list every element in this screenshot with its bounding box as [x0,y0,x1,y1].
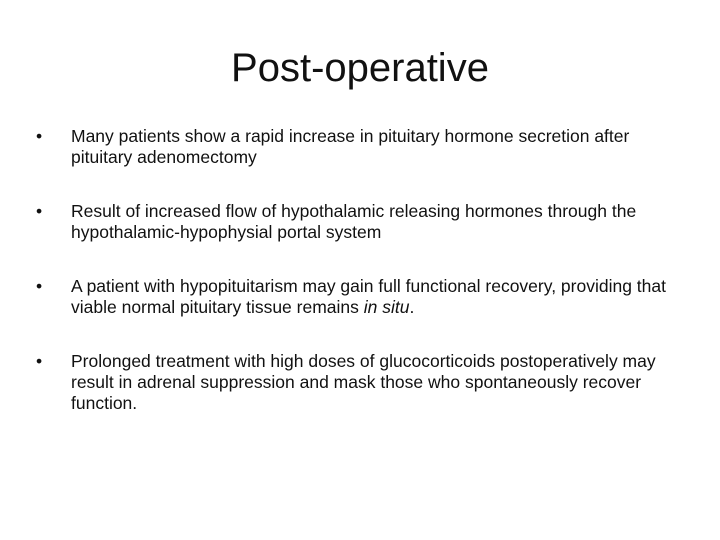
bullet-item [36,276,684,318]
bullet-text: Result of increased flow of hypothalamic releasing hormones through the hypothalamic-hypophysial portal system [71,201,637,242]
bullet-text [71,276,684,318]
bullet-item [36,126,684,168]
bullet-item [36,351,684,414]
bullet-marker: • [36,126,43,146]
bullet-text-end: . [409,297,415,317]
bullet-text: Prolonged treatment with high doses of glucocorticoids postoperatively may result in adrenal suppression and mask those who spontaneously recover function. [71,351,656,413]
bullet-text-italic: in situ [363,297,410,317]
bullet-marker: • [36,201,43,221]
bullet-marker: • [36,351,43,371]
bullet-item [36,201,684,243]
slide-title: Post-operative [231,46,489,90]
bullet-text-part: A patient with hypopituitarism may gain full functional recovery, providing that viable normal pituitary tissue remains [71,276,666,317]
bullet-marker: • [36,276,43,296]
bullet-list [36,126,684,447]
bullet-text: Many patients show a rapid increase in pituitary hormone secretion after pituitary adenomectomy [71,126,630,167]
